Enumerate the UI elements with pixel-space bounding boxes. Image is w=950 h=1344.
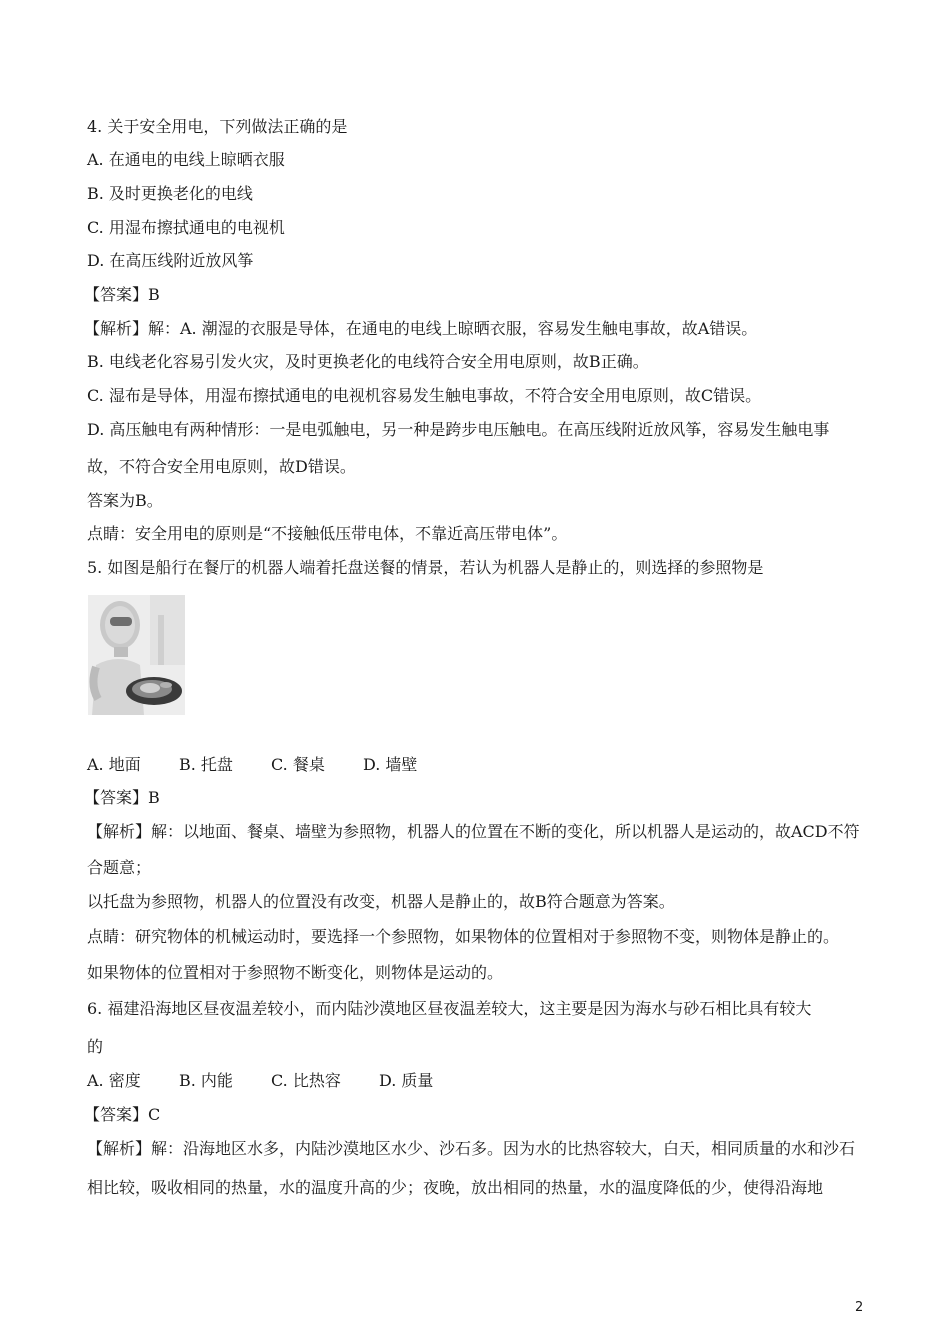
robot-waiter-illustration <box>88 595 185 715</box>
q4-answer: 【答案】B <box>84 285 160 304</box>
q4-analysis-line: C. 湿布是导体，用湿布擦拭通电的电视机容易发生触电事故，不符合安全用电原则，故C错误。 <box>87 386 762 405</box>
q6-option-b: B. 内能 <box>179 1071 233 1090</box>
q4-option-c: C. 用湿布擦拭通电的电视机 <box>87 218 285 237</box>
robot-waiter-image <box>88 595 185 715</box>
q5-stem: 5. 如图是船行在餐厅的机器人端着托盘送餐的情景，若认为机器人是静止的，则选择的参照物是 <box>87 558 764 577</box>
q5-tip-line: 点睛：研究物体的机械运动时，要选择一个参照物，如果物体的位置相对于参照物不变，则物体是静止的。 <box>87 927 840 946</box>
q6-analysis-line: 相比较，吸收相同的热量，水的温度升高的少；夜晚，放出相同的热量，水的温度降低的少，使得沿海地 <box>87 1178 824 1197</box>
q4-stem: 4. 关于安全用电，下列做法正确的是 <box>87 117 348 136</box>
q6-option-c: C. 比热容 <box>271 1071 341 1090</box>
q5-option-d: D. 墙壁 <box>363 755 418 774</box>
q5-analysis-line: 以托盘为参照物，机器人的位置没有改变，机器人是静止的，故B符合题意为答案。 <box>87 892 675 911</box>
q5-analysis-line: 【解析】解：以地面、餐桌、墙壁为参照物，机器人的位置在不断的变化，所以机器人是运动的，故ACD不符 <box>87 822 860 841</box>
q6-option-a: A. 密度 <box>87 1071 141 1090</box>
q5-option-b: B. 托盘 <box>179 755 233 774</box>
q6-option-d: D. 质量 <box>379 1071 434 1090</box>
q6-options <box>87 1071 433 1091</box>
q4-analysis-line: 【解析】解：A. 潮湿的衣服是导体，在通电的电线上晾晒衣服，容易发生触电事故，故A错误。 <box>84 319 758 338</box>
q5-options <box>87 755 417 775</box>
q6-stem-line: 的 <box>87 1037 104 1056</box>
q5-analysis-line: 合题意； <box>87 858 152 877</box>
q4-option-b: B. 及时更换老化的电线 <box>87 184 253 203</box>
q4-option-d: D. 在高压线附近放风筝 <box>87 251 254 270</box>
page-number: 2 <box>855 1300 864 1315</box>
q4-tip: 点睛：安全用电的原则是“不接触低压带电体，不靠近高压带电体”。 <box>87 524 568 543</box>
q5-tip-line: 如果物体的位置相对于参照物不断变化，则物体是运动的。 <box>87 963 504 982</box>
q4-option-a: A. 在通电的电线上晾晒衣服 <box>87 150 285 169</box>
q4-analysis-line: B. 电线老化容易引发火灾，及时更换老化的电线符合安全用电原则，故B正确。 <box>87 352 649 371</box>
q4-final-answer: 答案为B。 <box>87 491 163 510</box>
q5-answer: 【答案】B <box>84 788 160 807</box>
q4-analysis-line: D. 高压触电有两种情形：一是电弧触电，另一种是跨步电压触电。在高压线附近放风筝，容易发生触电事 <box>87 420 830 439</box>
q6-stem-line: 6. 福建沿海地区昼夜温差较小，而内陆沙漠地区昼夜温差较大，这主要是因为海水与砂石相比具有较大 <box>87 999 812 1018</box>
q6-analysis-line: 【解析】解：沿海地区水多，内陆沙漠地区水少、沙石多。因为水的比热容较大，白天，相同质量的水和沙石 <box>87 1139 856 1158</box>
q5-option-a: A. 地面 <box>87 755 141 774</box>
q5-option-c: C. 餐桌 <box>271 755 325 774</box>
q6-answer: 【答案】C <box>84 1105 161 1124</box>
q4-analysis-line: 故，不符合安全用电原则，故D错误。 <box>87 457 356 476</box>
